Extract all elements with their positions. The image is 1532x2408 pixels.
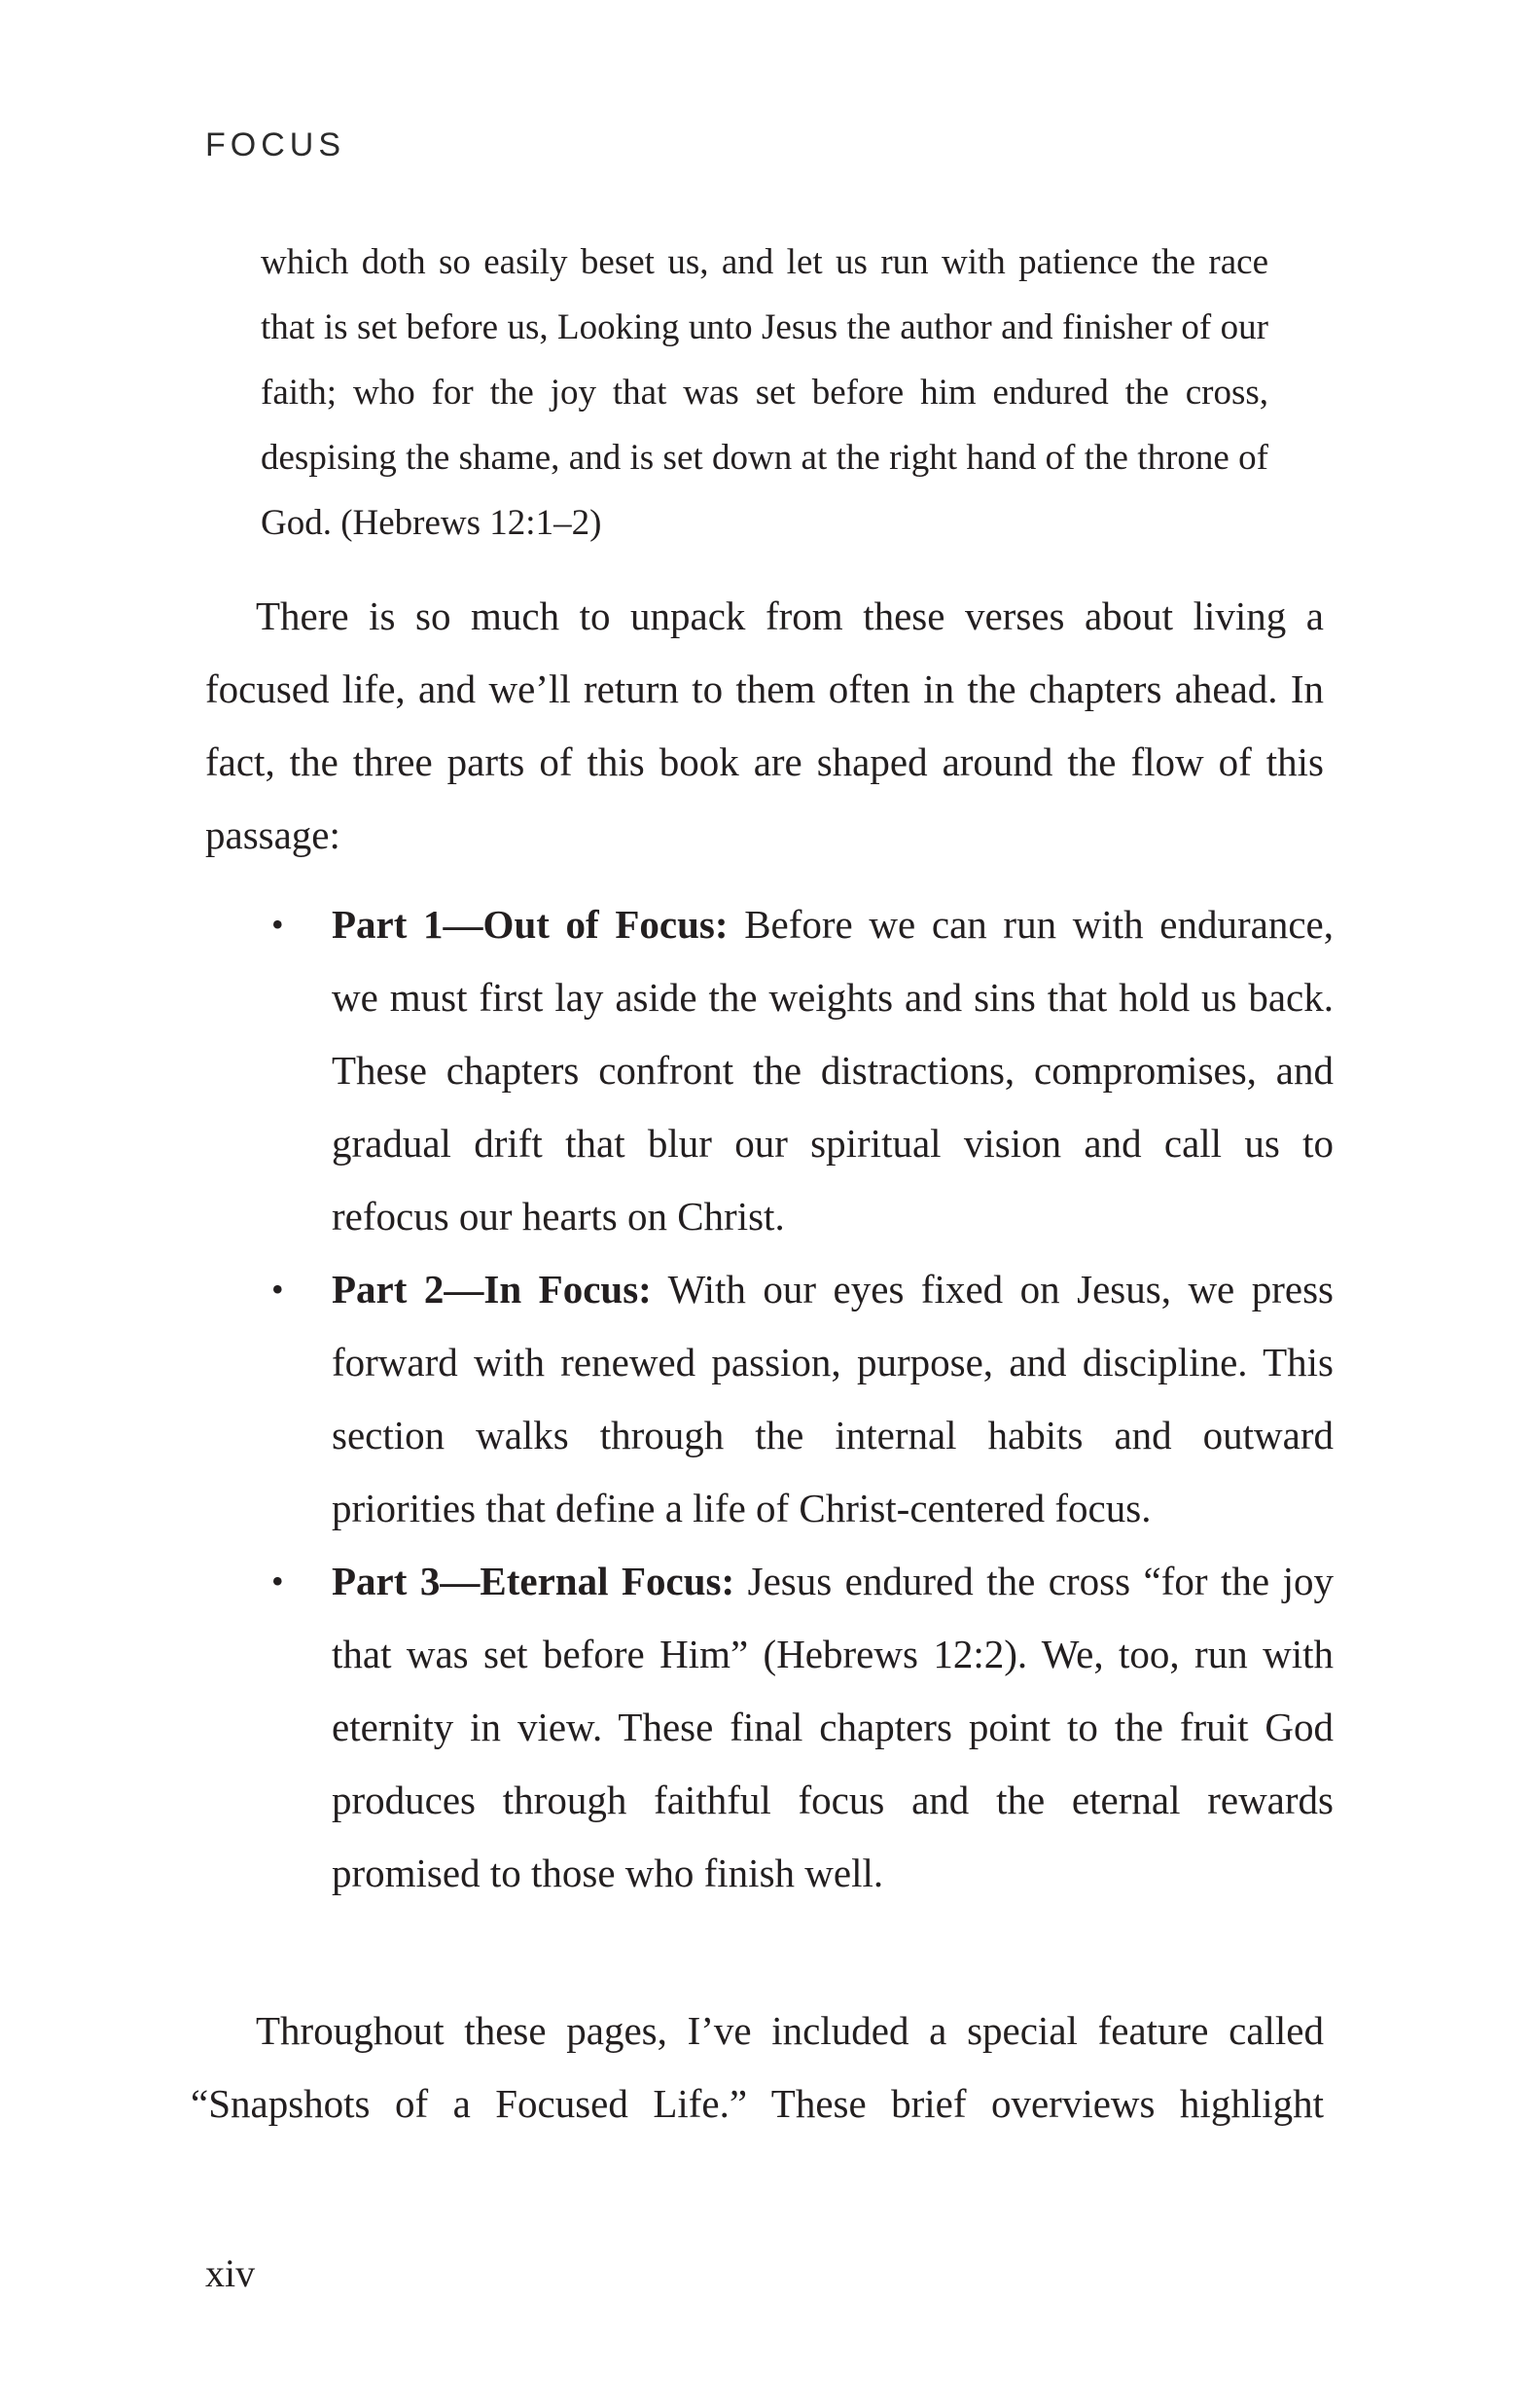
list-item-part-1 (205, 888, 1334, 1253)
running-head: FOCUS (205, 126, 345, 163)
page-number: xiv (205, 2251, 256, 2295)
bullet-icon: • (271, 1562, 284, 1600)
block-quote-hebrews: which doth so easily beset us, and let us run with patience the race that is set before us, Looking unto Jesus the author and finisher of our faith; who for the joy that was set before him endured the cross, despising the shame, and is set down at the right hand of the throne of God. (Hebrews 12:1–2) (261, 242, 1268, 543)
part-3-text: Jesus endured the cross “for the joy that was set before Him” (Hebrews 12:2). We, too, run with eternity in view. These final chapters point to the fruit God produces through faithful focus and the eternal rewards promised to those who finish well. (332, 1559, 1335, 1895)
part-2-heading: Part 2—In Focus: (332, 1267, 652, 1312)
intro-paragraph-container (205, 580, 1324, 872)
snapshots-paragraph: Throughout these pages, I’ve included a special feature called “Snapshots of a Focused Life.” These brief overviews highlight (191, 2008, 1324, 2126)
intro-paragraph: There is so much to unpack from these verses about living a focused life, and we’ll return to them often in the chapters ahead. In fact, the three parts of this book are shaped around the flow of this passage: (205, 593, 1324, 857)
list-item-part-3 (205, 1545, 1334, 1910)
part-1-text: Before we can run with endurance, we must first lay aside the weights and sins that hold us back. These chapters confront the distractions, compromises, and gradual drift that blur our spiritual vision and call us to refocus our hearts on Christ. (332, 902, 1334, 1239)
bullet-icon: • (271, 905, 284, 944)
part-2-text: With our eyes fixed on Jesus, we press forward with renewed passion, purpose, and discipline. This section walks through the internal habits and outward priorities that define a life of Christ-centered focus. (332, 1267, 1335, 1530)
list-item-part-2 (205, 1253, 1334, 1545)
part-1-heading: Part 1—Out of Focus: (332, 902, 729, 947)
bullet-icon: • (271, 1270, 284, 1309)
part-3-heading: Part 3—Eternal Focus: (332, 1559, 735, 1603)
book-parts-list (205, 888, 1334, 1910)
